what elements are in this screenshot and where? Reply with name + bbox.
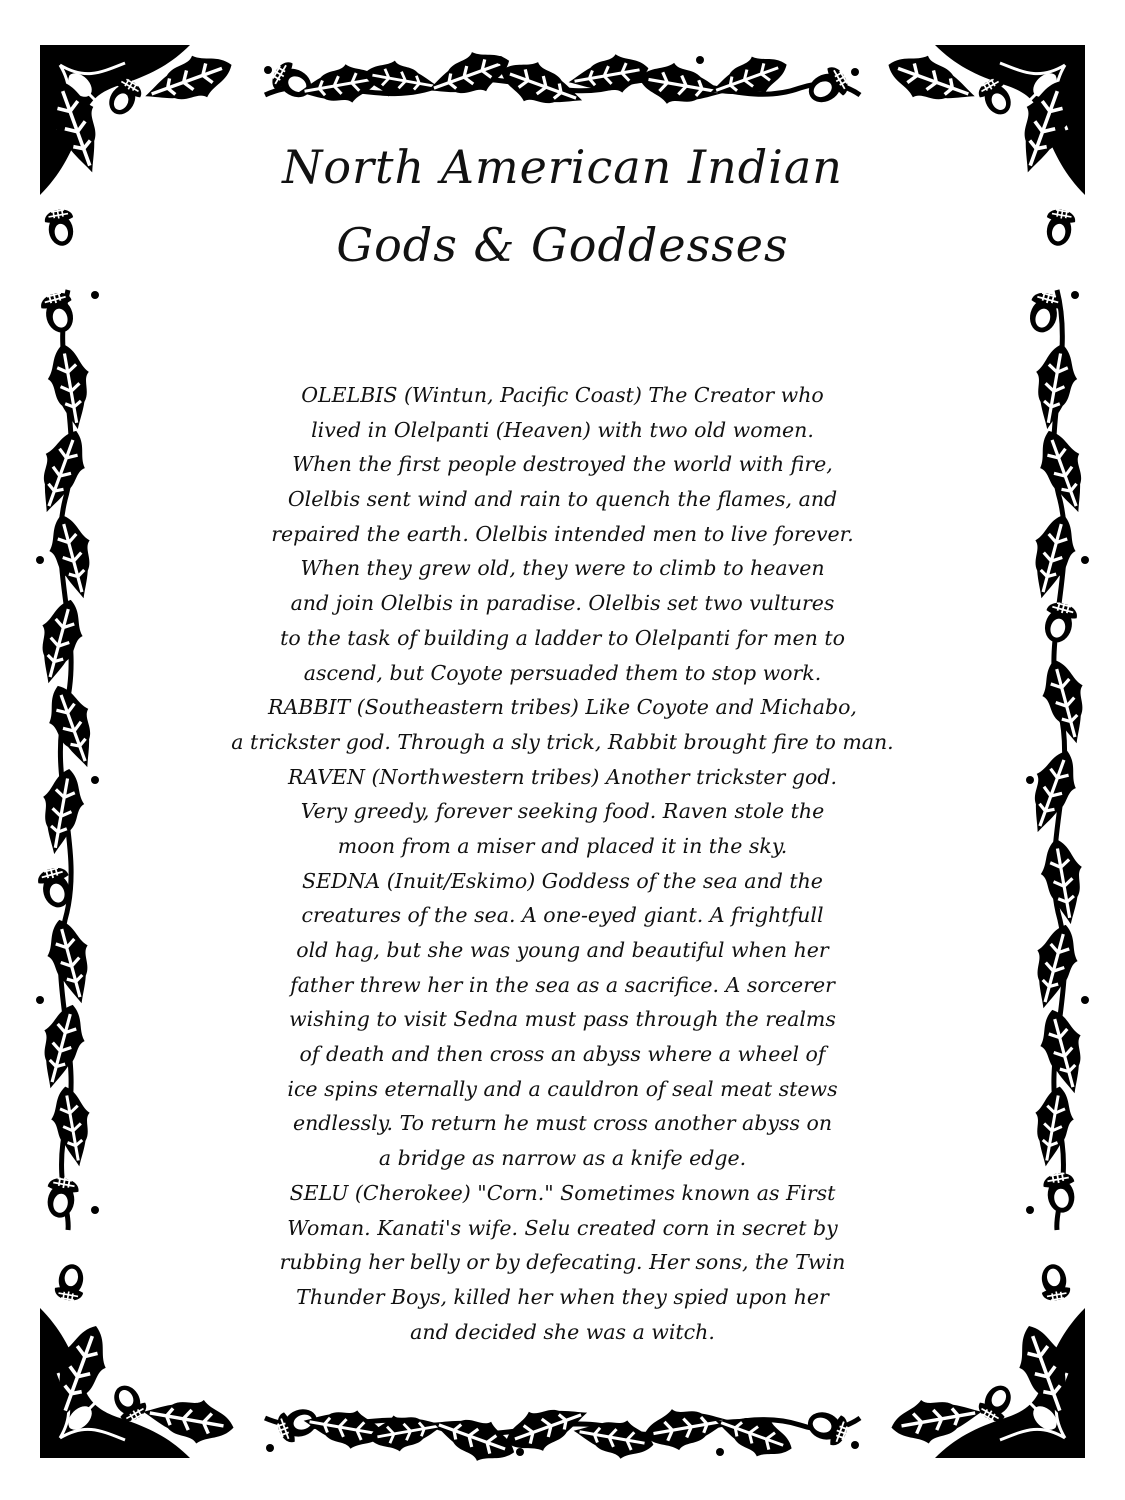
body-line: Very greedy, forever seeking food. Raven stole the — [300, 799, 825, 824]
body-line: wishing to visit Sedna must pass through the realms — [289, 1007, 836, 1032]
body-text — [120, 378, 1005, 1349]
body-line: When they grew old, they were to climb to heaven — [300, 556, 825, 581]
top-vine-band-icon — [264, 41, 860, 120]
body-line: RABBIT (Southeastern tribes) Like Coyote and Michabo, — [268, 695, 857, 720]
body-line: father threw her in the sea as a sacrifice. A sorcerer — [290, 972, 835, 997]
body-line: and decided she was a witch. — [410, 1319, 715, 1344]
page-title-line-1: North American Indian — [282, 140, 843, 194]
body-line: Thunder Boys, killed her when they spied upon her — [296, 1284, 829, 1309]
body-line: moon from a miser and placed it in the sky. — [337, 833, 788, 858]
right-vine-band-icon — [1018, 289, 1098, 1230]
body-line: old hag, but she was young and beautiful when her — [296, 938, 829, 962]
body-line: rubbing her belly or by defecating. Her sons, the Twin — [279, 1250, 846, 1275]
body-line: Woman. Kanati's wife. Selu created corn in secret by — [287, 1215, 838, 1240]
body-line: and join Olelbis in paradise. Olelbis set two vultures — [290, 591, 835, 616]
body-line: SELU (Cherokee) "Corn." Sometimes known as First — [289, 1180, 836, 1205]
body-line: When the first people destroyed the world with fire, — [292, 452, 833, 477]
body-line: endlessly. To return he must cross another abyss on — [292, 1111, 833, 1136]
body-line: a bridge as narrow as a knife edge. — [378, 1146, 747, 1171]
body-line: ascend, but Coyote persuaded them to stop work. — [303, 660, 822, 685]
body-line: lived in Olelpanti (Heaven) with two old women. — [311, 417, 814, 442]
body-line: OLELBIS (Wintun, Pacific Coast) The Creator who — [301, 383, 824, 407]
body-line: RAVEN (Northwestern tribes) Another trickster god. — [288, 764, 837, 789]
body-line: creatures of the sea. A one-eyed giant. A frightfull — [301, 903, 824, 928]
bottom-vine-band-icon — [265, 1393, 860, 1472]
body-line: to the task of building a ladder to Olelpanti for men to — [280, 625, 845, 650]
body-line: SEDNA (Inuit/Eskimo) Goddess of the sea and the — [302, 868, 823, 893]
body-line: Olelbis sent wind and rain to quench the flames, and — [287, 487, 838, 512]
body-line: ice spins eternally and a cauldron of seal meat stews — [287, 1076, 838, 1101]
body-line: repaired the earth. Olelbis intended men to live forever. — [271, 521, 854, 546]
body-line: of death and then cross an abyss where a wheel of — [299, 1042, 826, 1067]
body-line: a trickster god. Through a sly trick, Rabbit brought fire to man. — [231, 729, 894, 754]
left-vine-band-icon — [27, 289, 107, 1230]
page-title-line-2: Gods & Goddesses — [336, 218, 789, 272]
